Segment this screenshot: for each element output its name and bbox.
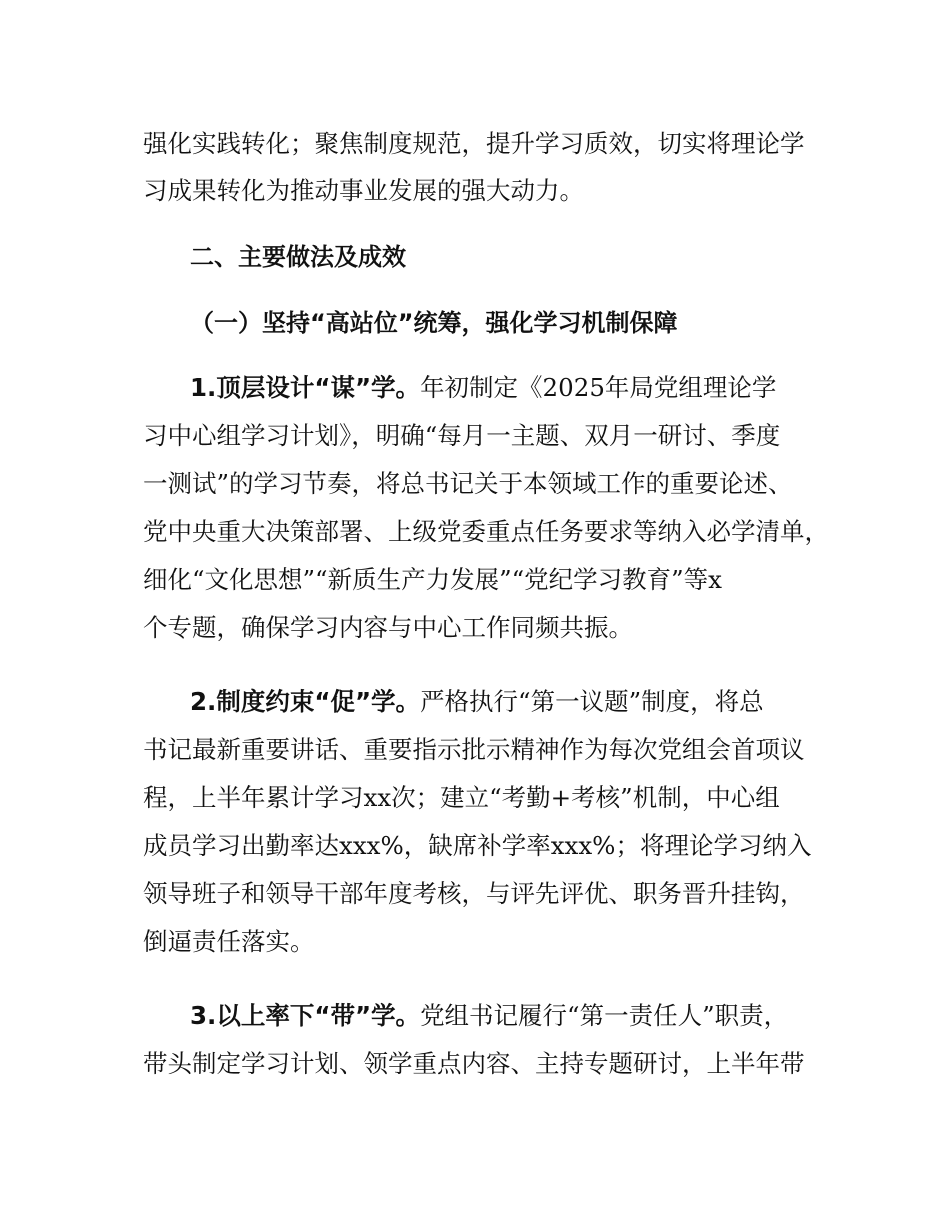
- item2-line-1: [190, 684, 764, 720]
- item1-line-1-text: 年初制定《2025年局党组理论学: [420, 373, 777, 402]
- item2-line-3: 程，上半年累计学习xx次；建立“考勤+考核”机制，中心组: [143, 783, 780, 812]
- item1-line-4: 党中央重大决策部署、上级党委重点任务要求等纳入必学清单，: [143, 517, 829, 546]
- item2-line-1-text: 严格执行“第一议题”制度，将总: [420, 687, 764, 716]
- item1-line-2: 习中心组学习计划》，明确“每月一主题、双月一研讨、季度: [143, 421, 781, 450]
- item1-line-5: 细化“文化思想”“新质生产力发展”“党纪学习教育”等x: [143, 565, 722, 594]
- intro-line-1: 强化实践转化；聚焦制度规范，提升学习质效，切实将理论学: [143, 129, 805, 158]
- item3-lead: 3.以上率下“带”学。: [190, 1001, 421, 1030]
- item2-line-4: 成员学习出勤率达xxx%，缺席补学率xxx%；将理论学习纳入: [143, 831, 812, 860]
- item1-line-6: 个专题，确保学习内容与中心工作同频共振。: [143, 613, 633, 642]
- item3-line-2: 带头制定学习计划、领学重点内容、主持专题研讨，上半年带: [143, 1049, 805, 1078]
- item3-line-1-text: 党组书记履行“第一责任人”职责，: [420, 1001, 789, 1030]
- item2-line-6: 倒逼责任落实。: [143, 927, 315, 956]
- item2-line-5: 领导班子和领导干部年度考核，与评先评优、职务晋升挂钩，: [143, 879, 805, 908]
- item2-lead: 2.制度约束“促”学。: [190, 687, 421, 716]
- subsection-heading: （一）坚持“高站位”统筹，强化学习机制保障: [190, 309, 678, 337]
- item1-line-3: 一测试”的学习节奏，将总书记关于本领域工作的重要论述、: [143, 469, 793, 498]
- section-heading: 二、主要做法及成效: [190, 243, 406, 271]
- intro-line-2: 习成果转化为推动事业发展的强大动力。: [143, 176, 584, 205]
- item2-line-2: 书记最新重要讲话、重要指示批示精神作为每次党组会首项议: [143, 735, 805, 764]
- item1-line-1: [190, 370, 776, 406]
- item3-line-1: [190, 998, 788, 1034]
- item1-lead: 1.顶层设计“谋”学。: [190, 373, 421, 402]
